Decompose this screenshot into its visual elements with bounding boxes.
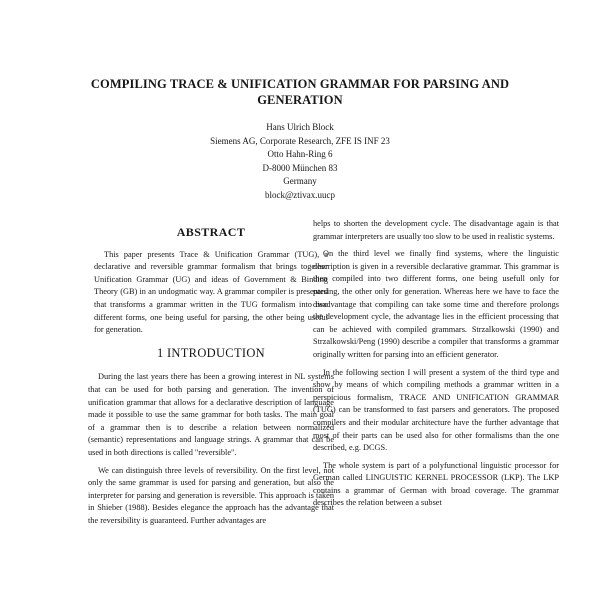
author-street: Otto Hahn-Ring 6: [267, 149, 333, 159]
right-column: [313, 218, 559, 515]
section-heading-introduction: 1 INTRODUCTION: [156, 345, 265, 360]
author-name: Hans Ulrich Block: [266, 122, 334, 132]
author-block: [150, 121, 450, 202]
author-city: D-8000 München 83: [262, 162, 338, 173]
abstract-text: This paper presents Trace & Unification Grammar (TUG), a declarative and reversible grammar formalism that brings together Unification Grammar (UG) and ideas of Government & Binding Theory (GB) in an undogmatic way. A grammar compiler is presented that transforms a grammar written in the TUG formalism into two different forms, one being useful for parsing, the other being useful for generation.: [94, 249, 328, 335]
right-paragraph-3: In the following section I will present a system of the third type and show by means of which compiling methods a grammar written in a perspicious formalism, TRACE AND UNIFICATION GRAMMAR (TUG) can be transformed to fast parsers and generators. The proposed compilers and their modular architecture have the further advantage that most of their parts can be used also for other formalisms than the one described, e.g. DCGS.: [313, 367, 559, 453]
intro-paragraph-2: We can distinguish three levels of reversibility. On the first level, not only the same grammar is used for parsing and generation, but also the interpreter for parsing and generation is reversible. This approach is taken in Shieber (1988). Besides elegance the approach has the advantage that the reversibility is guaranteed. Further advantages are: [88, 465, 334, 525]
author-affiliation: Siemens AG, Corporate Research, ZFE IS INF 23: [210, 135, 390, 146]
right-paragraph-2: On the third level we finally find systems, where the linguistic description is given in a reversible declarative grammar. This grammar is then compiled into two different forms, one being usefull only for parsing, the other only for generation. Whereas here we have to face the disadvantage that compiling can take some time and therefore prolongs the development cycle, the advantage lies in the efficient processing that can be achieved with compiled grammars. Strzalkowski (1990) and Strzalkowski/Peng (1990) describe a compiler that transforms a grammar originally written for parsing into an efficient generator.: [313, 249, 559, 359]
intro-paragraph-1: During the last years there has been a growing interest in NL systems that can be used for both parsing and generation. The invention of unification grammar that allows for a declarative description of language made it possible to use the same grammar for both tasks. The main goal of a grammar then is to describe a relation between normalized (semantic) representations and language strings. A grammar that can be used in both directions is called "reversible".: [88, 372, 334, 457]
right-paragraph-1: helps to shorten the development cycle. The disadvantage again is that grammar interpreters are usually too slow to be used in realistic systems.: [313, 219, 559, 241]
paper-title: COMPILING TRACE & UNIFICATION GRAMMAR FOR PARSING AND GENERATION: [90, 77, 510, 107]
abstract-heading: ABSTRACT: [176, 225, 246, 239]
author-country: Germany: [283, 176, 317, 186]
author-email: block@ztivax.uucp: [264, 189, 336, 200]
left-column: [88, 222, 334, 532]
right-paragraph-4: The whole system is part of a polyfunctional linguistic processor for German called LINGUISTIC KERNEL PROCESSOR (LKP). The LKP contains a grammar of German with broad coverage. The grammar describes the relation between a subset: [313, 460, 559, 508]
